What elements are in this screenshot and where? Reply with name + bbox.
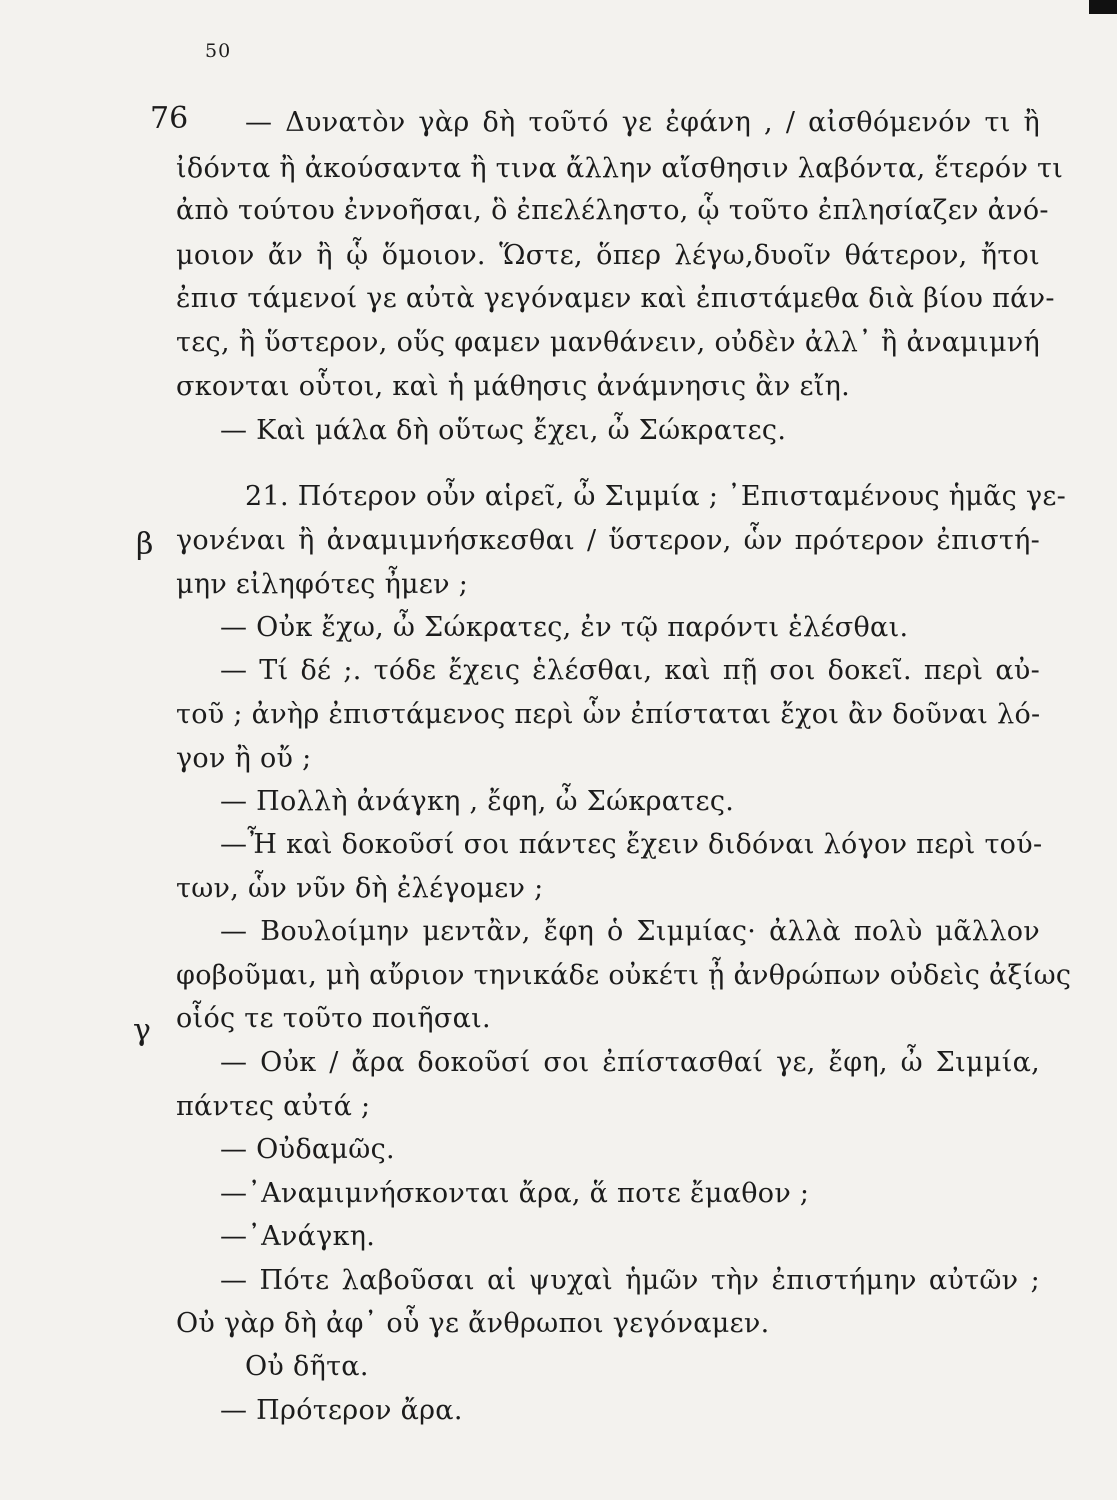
text-line: σκονται οὗτοι, καὶ ἡ μάθησις ἀνάμνησις ἂν εἴη.	[176, 371, 850, 402]
margin-line-number: 76	[150, 101, 189, 136]
text-line: γον ἢ οὔ ;	[176, 743, 312, 774]
text-line: — Δυνατὸν γὰρ δὴ τοῦτό γε ἐφάνη , / αἰσθόμενόν τι ἢ	[245, 107, 1040, 138]
text-line: φοβοῦμαι, μὴ αὔριον τηνικάδε οὐκέτι ᾖ ἀνθρώπων οὐδεὶς ἀξίως	[176, 960, 1072, 991]
text-line: — Βουλοίμην μεντἂν, ἔφη ὁ Σιμμίας· ἀλλὰ πολὺ μᾶλλον	[220, 916, 1040, 947]
margin-marker-beta: β	[136, 527, 154, 562]
text-line: — Οὐδαμῶς.	[220, 1134, 395, 1165]
text-line: —᾿Αναμιμνήσκονται ἄρα, ἅ ποτε ἔμαθον ;	[220, 1178, 810, 1209]
text-line: Οὐ δῆτα.	[245, 1351, 369, 1382]
scan-corner-mark	[1089, 0, 1117, 14]
text-line: 21. Πότερον οὖν αἱρεῖ, ὦ Σιμμία ; ᾿Επισταμένους ἡμᾶς γε-	[245, 481, 1067, 512]
text-line: — Καὶ μάλα δὴ οὕτως ἔχει, ὦ Σώκρατες.	[220, 415, 787, 446]
text-line: —Ἦ καὶ δοκοῦσί σοι πάντες ἔχειν διδόναι λόγον περὶ τού-	[220, 829, 1043, 860]
text-line: — Πότε λαβοῦσαι αἱ ψυχαὶ ἡμῶν τὴν ἐπιστήμην αὐτῶν ;	[220, 1265, 1040, 1296]
text-line: — Πρότερον ἄρα.	[220, 1395, 463, 1426]
text-line: μοιον ἄν ἢ ᾧ ὅμοιον. Ὥστε, ὅπερ λέγω,δυοῖν θάτερον, ἤτοι	[176, 240, 1040, 271]
text-line: — Πολλὴ ἀνάγκη , ἔφη, ὦ Σώκρατες.	[220, 786, 735, 817]
text-line: τες, ἢ ὕστερον, οὕς φαμεν μανθάνειν, οὐδὲν ἀλλ᾽ ἢ ἀναμιμνή	[176, 327, 1040, 358]
text-line: —᾿Ανάγκη.	[220, 1221, 376, 1252]
text-line: των, ὧν νῦν δὴ ἐλέγομεν ;	[176, 873, 544, 904]
text-line: — Οὐκ / ἄρα δοκοῦσί σοι ἐπίστασθαί γε, ἔφη, ὦ Σιμμία,	[220, 1047, 1040, 1078]
text-line: οἷός τε τοῦτο ποιῆσαι.	[176, 1003, 491, 1034]
page-number: 50	[205, 40, 232, 62]
text-line: ἐπισ τάμενοί γε αὐτὰ γεγόναμεν καὶ ἐπιστάμεθα διὰ βίου πάν-	[176, 283, 1055, 314]
text-line: πάντες αὐτά ;	[176, 1091, 371, 1122]
text-line: ἰδόντα ἢ ἀκούσαντα ἢ τινα ἄλλην αἴσθησιν λαβόντα, ἕτερόν τι	[176, 153, 1064, 184]
text-line: μην εἰληφότες ἦμεν ;	[176, 569, 469, 600]
text-line: — Οὐκ ἔχω, ὦ Σώκρατες, ἐν τῷ παρόντι ἑλέσθαι.	[220, 612, 909, 643]
text-line: τοῦ ; ἀνὴρ ἐπιστάμενος περὶ ὧν ἐπίσταται ἔχοι ἂν δοῦναι λό-	[176, 699, 1041, 730]
margin-marker-gamma: γ	[133, 1013, 151, 1048]
text-line: ἀπὸ τούτου ἐννοῆσαι, ὃ ἐπελέληστο, ᾧ τοῦτο ἐπλησίαζεν ἀνό-	[176, 195, 1049, 226]
text-line: — Τί δέ ;. τόδε ἔχεις ἑλέσθαι, καὶ πῇ σοι δοκεῖ. περὶ αὐ-	[220, 655, 1040, 686]
text-line: γονέναι ἢ ἀναμιμνήσκεσθαι / ὕστερον, ὧν πρότερον ἐπιστή-	[176, 525, 1040, 556]
text-line: Οὐ γὰρ δὴ ἀφ᾽ οὗ γε ἄνθρωποι γεγόναμεν.	[176, 1308, 770, 1339]
